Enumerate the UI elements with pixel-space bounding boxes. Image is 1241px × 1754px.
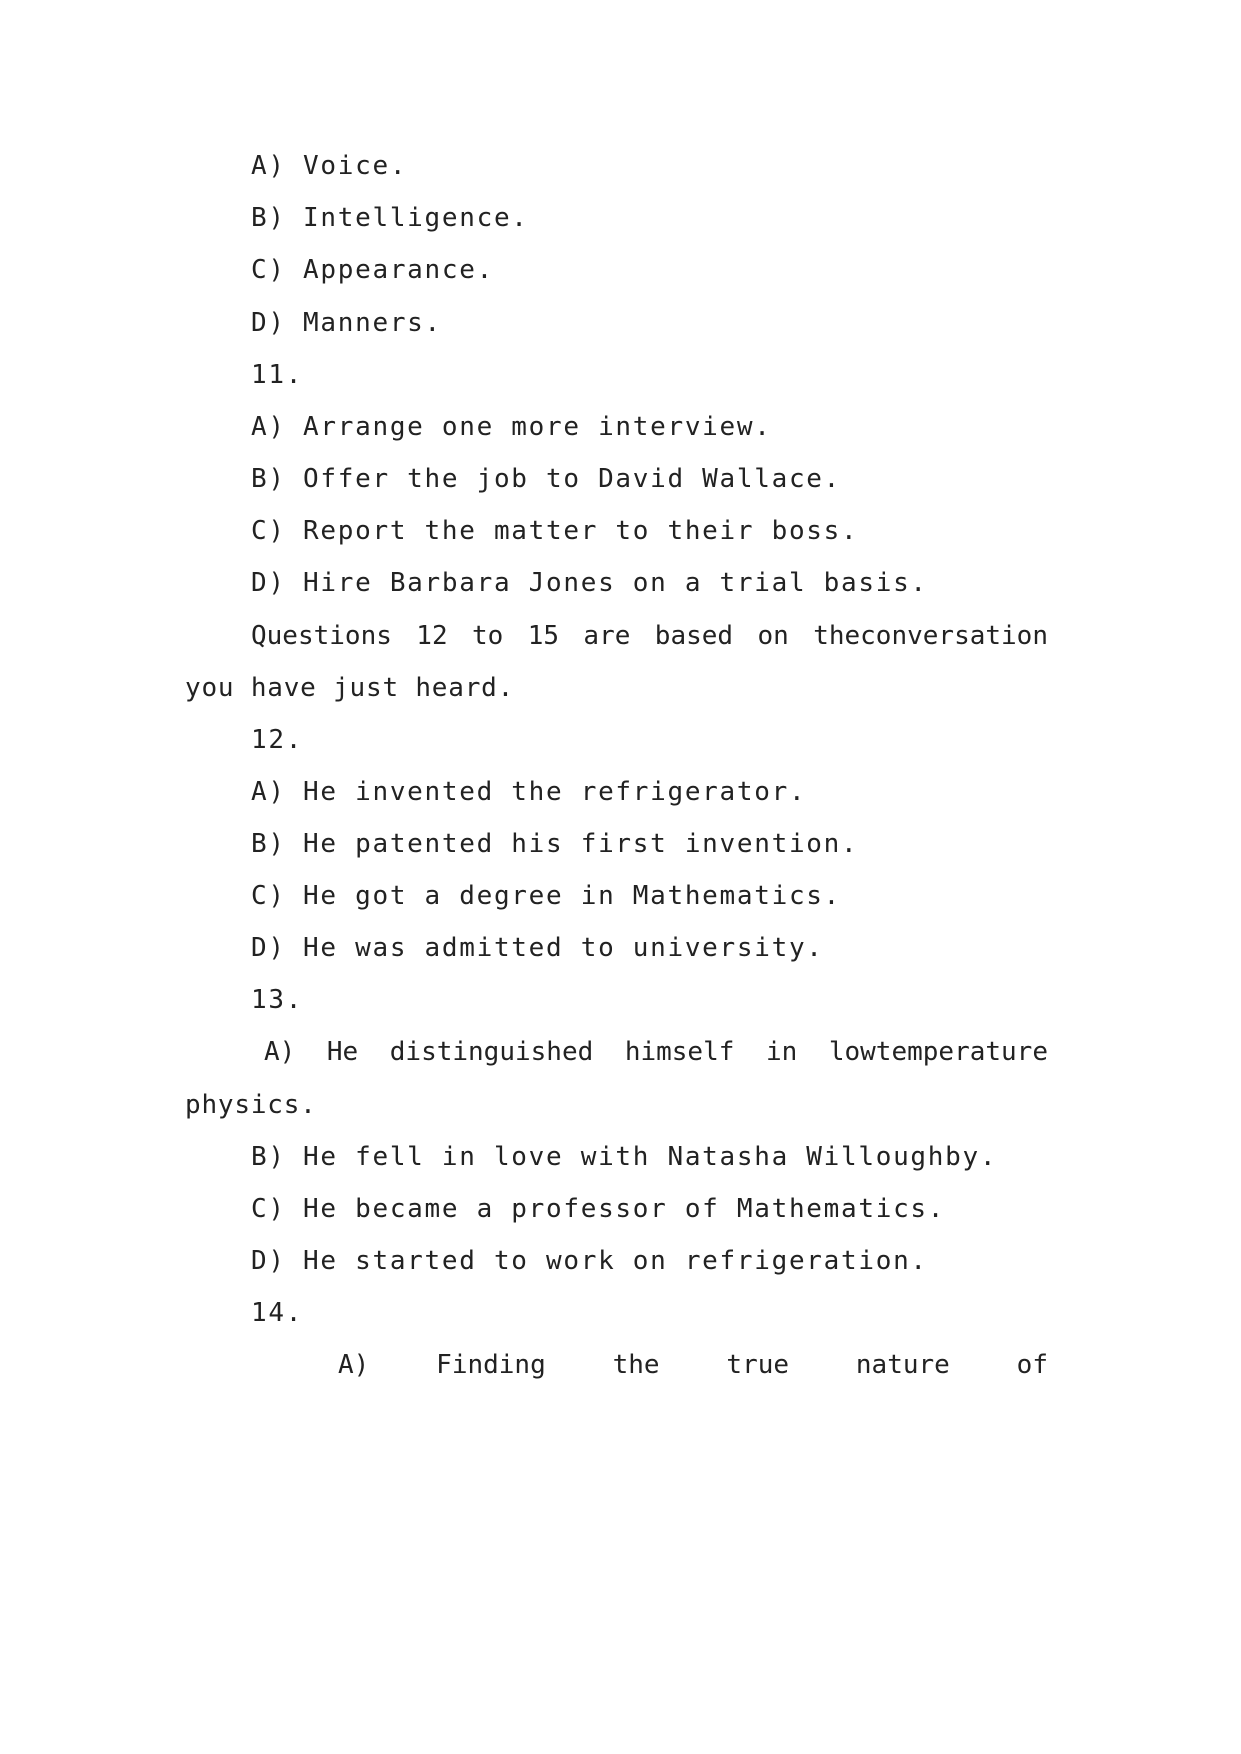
option-line: B) He fell in love with Natasha Willoughby. xyxy=(251,1142,998,1172)
section-instruction: Questions 12 to 15 are based on theconversation xyxy=(251,621,1048,651)
section-instruction-continued: you have just heard. xyxy=(185,673,515,703)
option-line: D) He started to work on refrigeration. xyxy=(251,1246,928,1276)
option-line: C) Appearance. xyxy=(251,255,494,285)
option-line: B) Offer the job to David Wallace. xyxy=(251,464,842,494)
option-line: B) Intelligence. xyxy=(251,203,529,233)
option-line: C) Report the matter to their boss. xyxy=(251,516,859,546)
question-number: 13. xyxy=(251,985,304,1015)
option-line: A) He distinguished himself in lowtemperature xyxy=(264,1037,1048,1067)
option-line: A) Voice. xyxy=(251,151,408,181)
option-line: A) Arrange one more interview. xyxy=(251,412,772,442)
option-line: B) He patented his first invention. xyxy=(251,829,859,859)
question-number: 11. xyxy=(251,360,304,390)
option-line-continued: physics. xyxy=(185,1090,317,1120)
option-line: D) Manners. xyxy=(251,308,442,338)
option-line: A) Finding the true nature of xyxy=(338,1350,1048,1380)
option-line: D) Hire Barbara Jones on a trial basis. xyxy=(251,568,928,598)
option-line: A) He invented the refrigerator. xyxy=(251,777,807,807)
option-line: C) He got a degree in Mathematics. xyxy=(251,881,842,911)
question-number: 12. xyxy=(251,725,304,755)
option-line: C) He became a professor of Mathematics. xyxy=(251,1194,946,1224)
question-number: 14. xyxy=(251,1298,304,1328)
option-line: D) He was admitted to university. xyxy=(251,933,824,963)
